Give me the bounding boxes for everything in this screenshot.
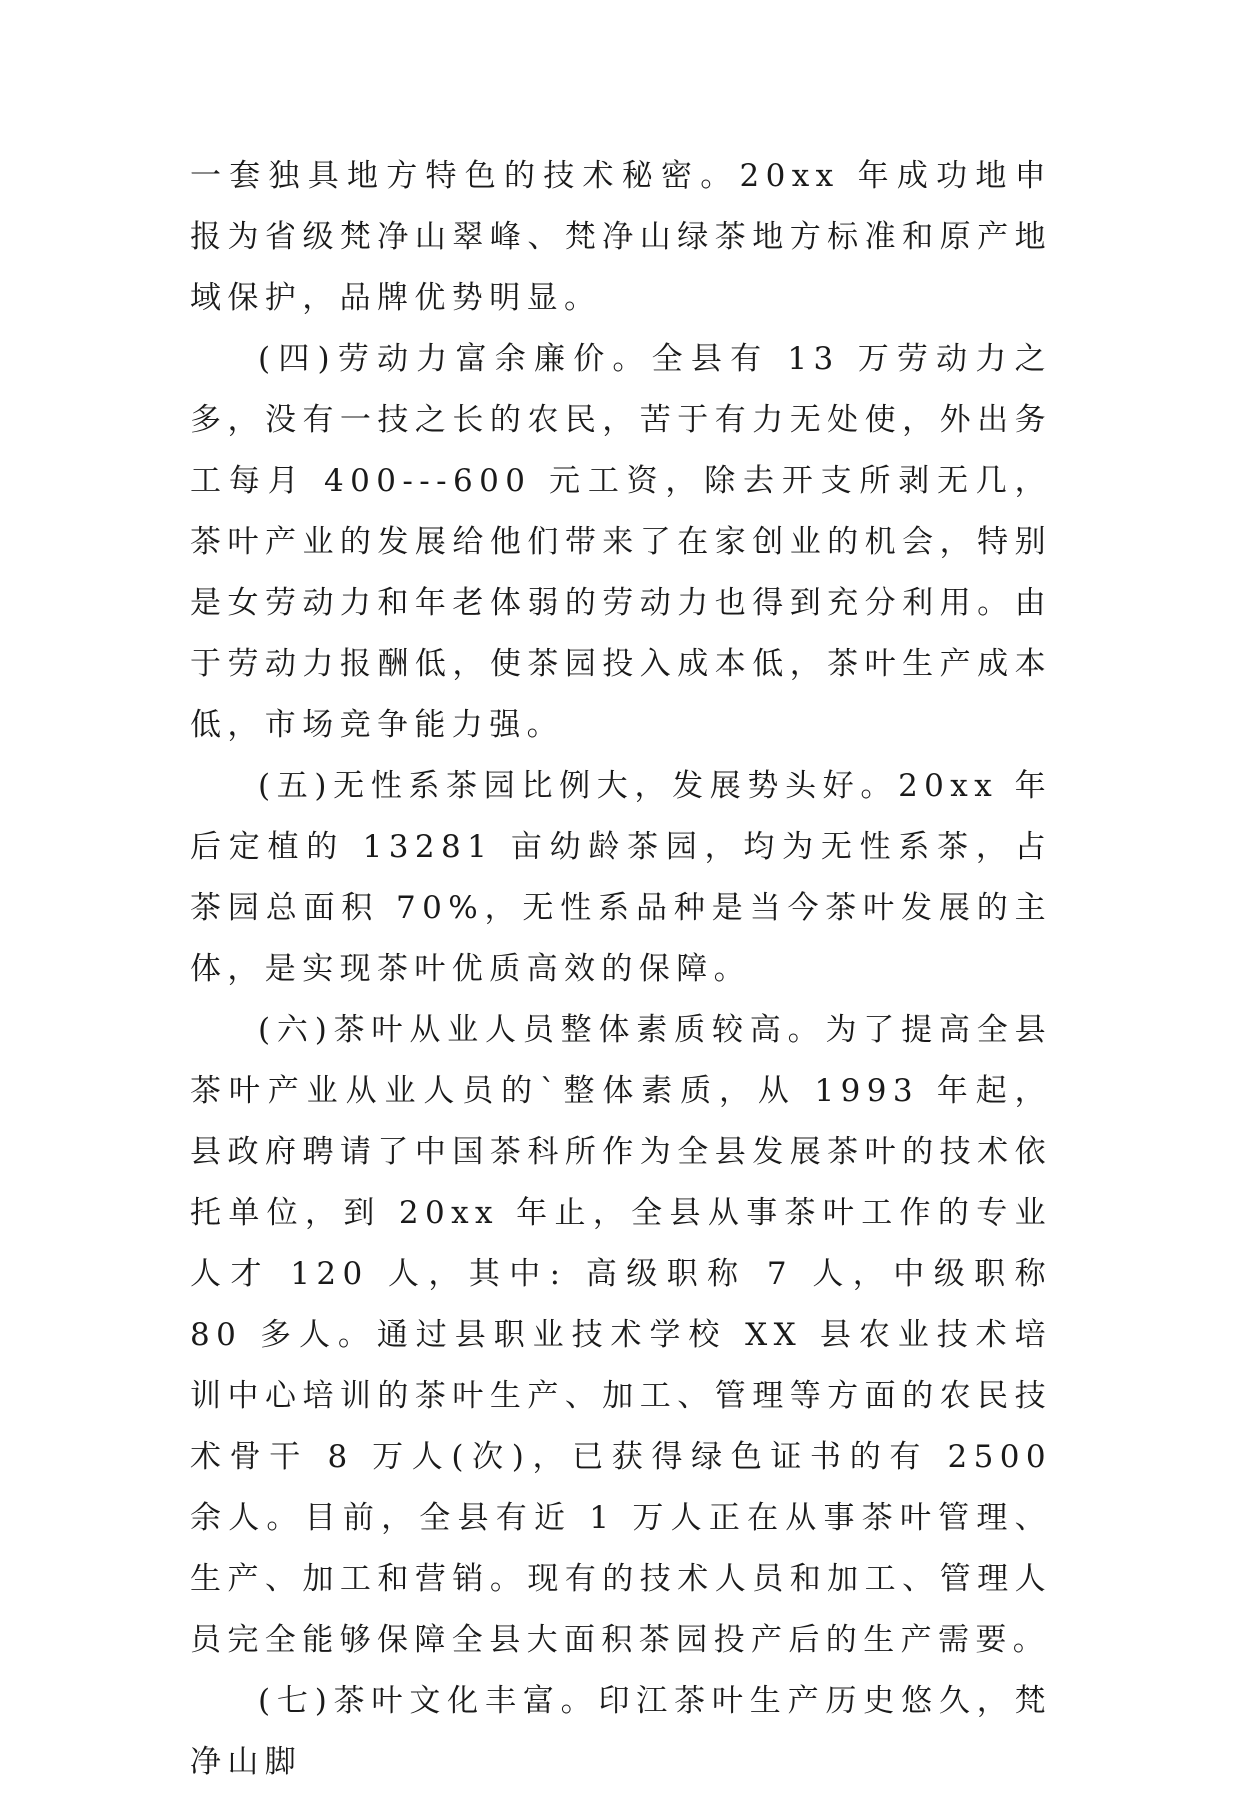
document-body [190,146,1052,1793]
paragraph-tea-culture: (七)茶叶文化丰富。印江茶叶生产历史悠久，梵净山脚 [190,1683,1052,1780]
paragraph-clonal-tea: (五)无性系茶园比例大，发展势头好。20xx 年后定植的 13281 亩幼龄茶园，均为无性系茶，占茶园总面积 70%，无性系品种是当今茶叶发展的主体，是实现茶叶优质高效的保障。 [190,768,1052,987]
paragraph-intro: 一套独具地方特色的技术秘密。20xx 年成功地申报为省级梵净山翠峰、梵净山绿茶地方标准和原产地域保护，品牌优势明显。 [190,158,1052,316]
paragraph-workforce-quality: (六)茶叶从业人员整体素质较高。为了提高全县茶叶产业从业人员的`整体素质，从 1993 年起，县政府聘请了中国茶科所作为全县发展茶叶的技术依托单位，到 20xx 年止，全县从事茶叶工作的专业人才 120 人，其中: 高级职称 7 人，中级职称 80 多人。通过县职业技术学校 XX 县农业技术培训中心培训的茶叶生产、加工、管理等方面的农民技术骨干 8 万人(次)，已获得绿色证书的有 2500 余人。目前，全县有近 1 万人正在从事茶叶管理、生产、加工和营销。现有的技术人员和加工、管理人员完全能够保障全县大面积茶园投产后的生产需要。 [190,1012,1052,1658]
paragraph-labor: (四)劳动力富余廉价。全县有 13 万劳动力之多，没有一技之长的农民，苦于有力无处使，外出务工每月 400---600 元工资，除去开支所剥无几，茶叶产业的发展给他们带来了在家创业的机会，特别是女劳动力和年老体弱的劳动力也得到充分利用。由于劳动力报酬低，使茶园投入成本低，茶叶生产成本低，市场竞争能力强。 [190,341,1052,743]
